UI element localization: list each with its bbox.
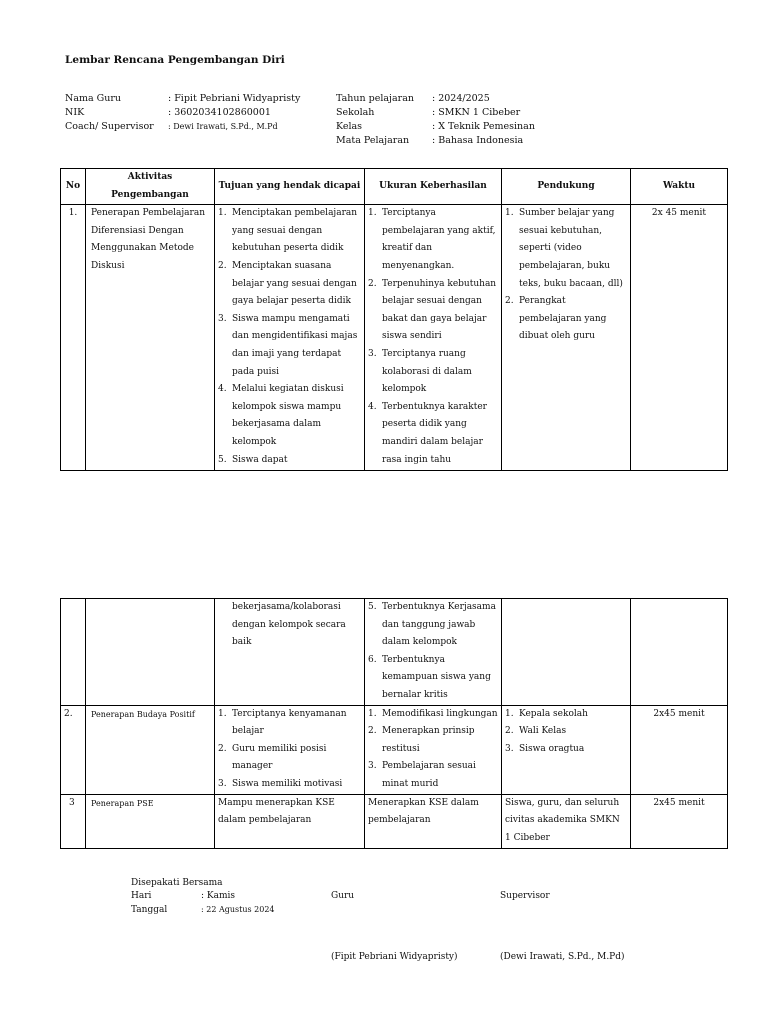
supervisor-label: Supervisor xyxy=(500,891,550,901)
info-row-mapel xyxy=(336,134,535,148)
row-no: 3 xyxy=(61,794,86,848)
header-pendukung: Pendukung xyxy=(502,169,631,205)
list-item: 2. Wali Kelas xyxy=(505,726,567,737)
header-no: No xyxy=(61,169,86,205)
table-row xyxy=(61,205,728,471)
list-item: 1. Terciptanya pembelajaran yang aktif, kreatif dan menyenangkan. xyxy=(368,208,496,271)
row-goals: bekerjasama/kolaborasi dengan kelompok secara baik xyxy=(215,599,365,706)
info-row-coach xyxy=(65,120,300,134)
row-time: 2x45 menit xyxy=(631,794,728,848)
info-label: Tahun pelajaran xyxy=(336,93,414,104)
list-item: 1. Menciptakan pembelajaran yang sesuai dengan kebutuhan peserta didik xyxy=(218,208,358,254)
list-item: 4. Terbentuknya karakter peserta didik yang mandiri dalam belajar rasa ingin tahu xyxy=(368,401,487,465)
info-value: : SMKN 1 Cibeber xyxy=(432,107,521,118)
info-label: NIK xyxy=(65,107,85,118)
day-label: Hari xyxy=(131,891,152,901)
supervisor-name: (Dewi Irawati, S.Pd., M.Pd) xyxy=(500,952,625,962)
row-no: 1. xyxy=(61,205,86,471)
row-goals xyxy=(215,205,365,471)
guru-label: Guru xyxy=(331,891,355,901)
info-label: Kelas xyxy=(336,121,363,132)
info-label: Mata Pelajaran xyxy=(336,135,410,146)
info-label: Coach/ Supervisor xyxy=(65,121,154,132)
info-left xyxy=(65,92,300,134)
info-value: : X Teknik Pemesinan xyxy=(432,121,535,132)
row-goals: Mampu menerapkan KSE dalam pembelajaran xyxy=(215,794,365,848)
row-time: 2x 45 menit xyxy=(631,205,728,471)
table-row xyxy=(61,599,728,706)
row-activity: Penerapan PSE xyxy=(86,794,215,848)
info-value: : 2024/2025 xyxy=(432,93,490,104)
info-right xyxy=(336,92,535,148)
info-row-nama-guru xyxy=(65,92,300,106)
list-item: 4. Melalui kegiatan diskusi kelompok siswa mampu bekerjasama dalam kelompok xyxy=(218,384,344,447)
row-support: Siswa, guru, dan seluruh civitas akademika SMKN 1 Cibeber xyxy=(502,794,631,848)
row-support xyxy=(502,705,631,794)
row-time: 2x45 menit xyxy=(631,705,728,794)
row-time xyxy=(631,599,728,706)
row-support xyxy=(502,599,631,706)
list-item: 6. Terbentuknya kemampuan siswa yang bernalar kritis xyxy=(368,654,491,700)
info-row-tahun xyxy=(336,92,535,106)
row-success xyxy=(365,705,502,794)
row-no: 2. xyxy=(61,705,86,794)
header-tujuan: Tujuan yang hendak dicapai xyxy=(215,169,365,205)
list-item: 2. Perangkat pembelajaran yang dibuat oleh guru xyxy=(505,296,607,342)
list-item: 2. Terpenuhinya kebutuhan belajar sesuai dengan bakat dan gaya belajar siswa sendiri xyxy=(368,278,497,342)
info-value: : Fipit Pebriani Widyapristy xyxy=(168,93,301,104)
list-item: 3. Siswa memiliki motivasi xyxy=(218,778,343,789)
row-success xyxy=(365,205,502,471)
list-item: 5. Siswa dapat xyxy=(218,454,288,465)
row-success: Menerapkan KSE dalam pembelajaran xyxy=(365,794,502,848)
list-item: 3. Terciptanya ruang kolaborasi di dalam kelompok xyxy=(368,348,472,395)
list-item: 3. Siswa oragtua xyxy=(505,743,585,754)
list-item: 2. Guru memiliki posisi manager xyxy=(218,743,327,772)
table-row xyxy=(61,705,728,794)
document-title: Lembar Rencana Pengembangan Diri xyxy=(65,54,285,66)
list-item: 1. Kepala sekolah xyxy=(505,708,588,719)
list-item: 1. Sumber belajar yang sesuai kebutuhan, seperti (video pembelajaran, buku teks, buku bacaan, dll) xyxy=(505,208,623,289)
list-item: 2. Menerapkan prinsip restitusi xyxy=(368,726,475,754)
row-goals xyxy=(215,705,365,794)
table-header-row xyxy=(61,169,728,205)
info-value: : Bahasa Indonesia xyxy=(432,135,524,146)
development-plan-table-continued xyxy=(60,598,728,849)
row-support xyxy=(502,205,631,471)
info-label: Sekolah xyxy=(336,107,375,118)
list-item: 2. Menciptakan suasana belajar yang sesuai dengan gaya belajar peserta didik xyxy=(218,260,357,307)
header-ukuran: Ukuran Keberhasilan xyxy=(365,169,502,205)
row-no xyxy=(61,599,86,706)
list-item: 1. Terciptanya kenyamanan belajar xyxy=(218,708,347,737)
info-label: Nama Guru xyxy=(65,93,122,104)
list-item: 5. Terbentuknya Kerjasama dan tanggung jawab dalam kelompok xyxy=(368,602,496,648)
list-item: 3. Siswa mampu mengamati dan mengidentifikasi majas dan imaji yang terdapat pada puisi xyxy=(218,313,358,377)
info-row-sekolah xyxy=(336,106,535,120)
date-value: : 22 Agustus 2024 xyxy=(201,905,275,914)
day-value: : Kamis xyxy=(201,891,236,901)
agreement-label: Disepakati Bersama xyxy=(131,878,223,888)
header-aktivitas: Aktivitas Pengembangan xyxy=(86,169,215,205)
guru-name: (Fipit Pebriani Widyapristy) xyxy=(331,952,458,962)
info-value: : Dewi Irawati, S.Pd., M.Pd xyxy=(168,122,278,131)
row-activity: Penerapan Budaya Positif xyxy=(86,705,215,794)
date-label: Tanggal xyxy=(131,905,168,915)
header-waktu: Waktu xyxy=(631,169,728,205)
table-row xyxy=(61,794,728,848)
info-row-nik xyxy=(65,106,300,120)
info-row-kelas xyxy=(336,120,535,134)
row-activity xyxy=(86,599,215,706)
row-activity: Penerapan Pembelajaran Diferensiasi Dengan Menggunakan Metode Diskusi xyxy=(86,205,215,471)
info-value: : 3602034102860001 xyxy=(168,107,271,118)
row-success xyxy=(365,599,502,706)
list-item: 1. Memodifikasi lingkungan xyxy=(368,708,498,719)
list-item: 3. Pembelajaran sesuai minat murid xyxy=(368,761,476,789)
development-plan-table xyxy=(60,168,728,471)
